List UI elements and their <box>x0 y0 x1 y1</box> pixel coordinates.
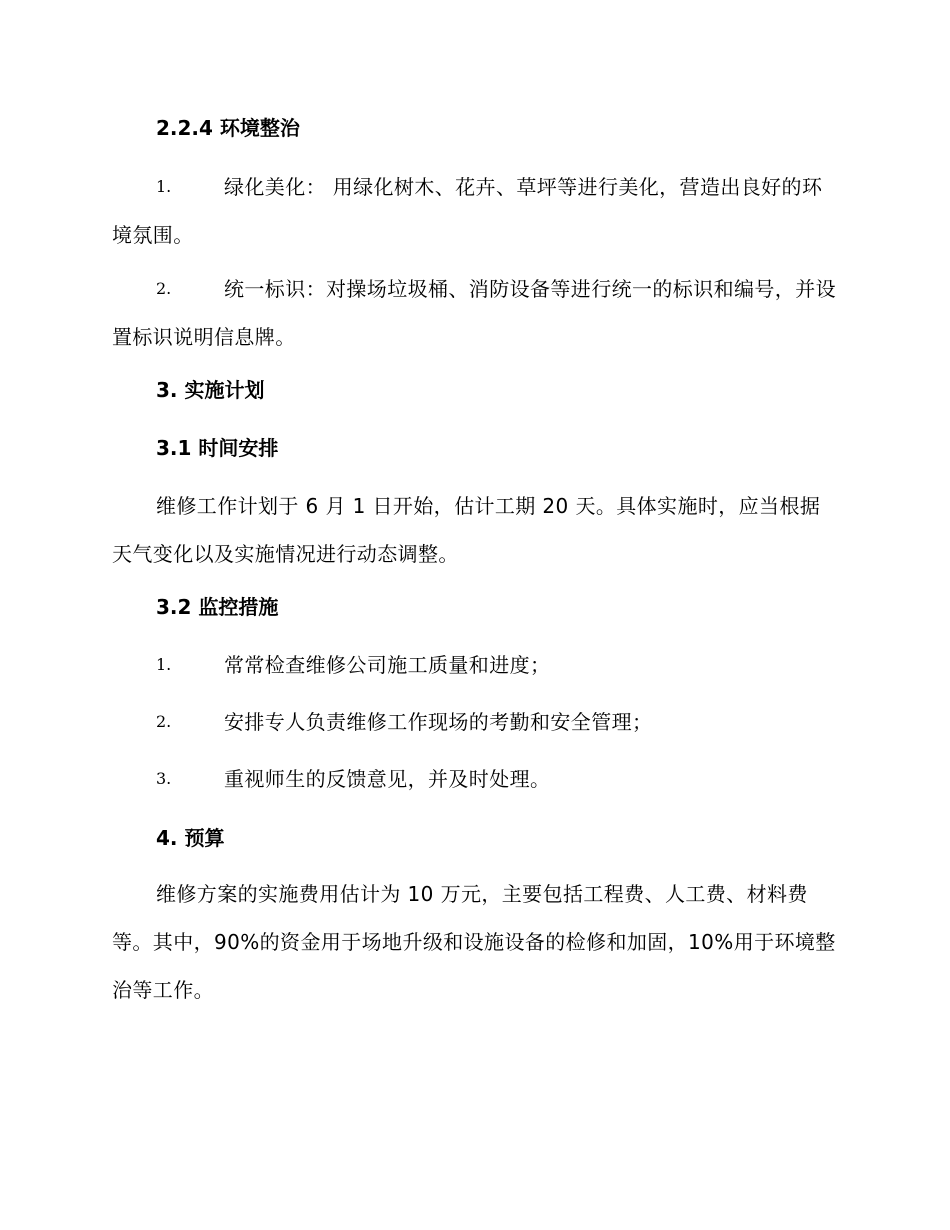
paragraph-schedule: 维修工作计划于 6 月 1 日开始，估计工期 20 天。具体实施时，应当根据天气变化以及实施情况进行动态调整。 <box>112 494 821 566</box>
list-item <box>112 755 838 803</box>
section-title-3: 3. 实施计划 <box>156 378 265 402</box>
list-number: 3. <box>156 769 172 788</box>
section-title-2-2-4: 2.2.4 环境整治 <box>156 116 300 140</box>
section-title-4: 4. 预算 <box>156 826 225 850</box>
list-item <box>112 641 838 689</box>
list-item <box>112 698 838 746</box>
paragraph-budget: 维修方案的实施费用估计为 10 万元，主要包括工程费、人工费、材料费等。其中，90%的资金用于场地升级和设施设备的检修和加固，10%用于环境整治等工作。 <box>112 882 836 1002</box>
list-text: 绿化美化： 用绿化树木、花卉、草坪等进行美化，营造出良好的环境氛围。 <box>112 175 823 247</box>
section-title-3-2: 3.2 监控措施 <box>156 595 279 619</box>
list-number: 1. <box>156 177 172 196</box>
list-number: 2. <box>156 712 172 731</box>
list-text: 重视师生的反馈意见，并及时处理。 <box>224 767 551 791</box>
list-number: 1. <box>156 655 172 674</box>
list-text: 常常检查维修公司施工质量和进度； <box>224 653 551 677</box>
list-number: 2. <box>156 279 172 298</box>
list-text: 安排专人负责维修工作现场的考勤和安全管理； <box>224 710 653 734</box>
list-text: 统一标识：对操场垃圾桶、消防设备等进行统一的标识和编号，并设置标识说明信息牌。 <box>112 277 836 349</box>
list-item <box>112 163 838 259</box>
section-title-3-1: 3.1 时间安排 <box>156 436 279 460</box>
list-item <box>112 265 838 361</box>
